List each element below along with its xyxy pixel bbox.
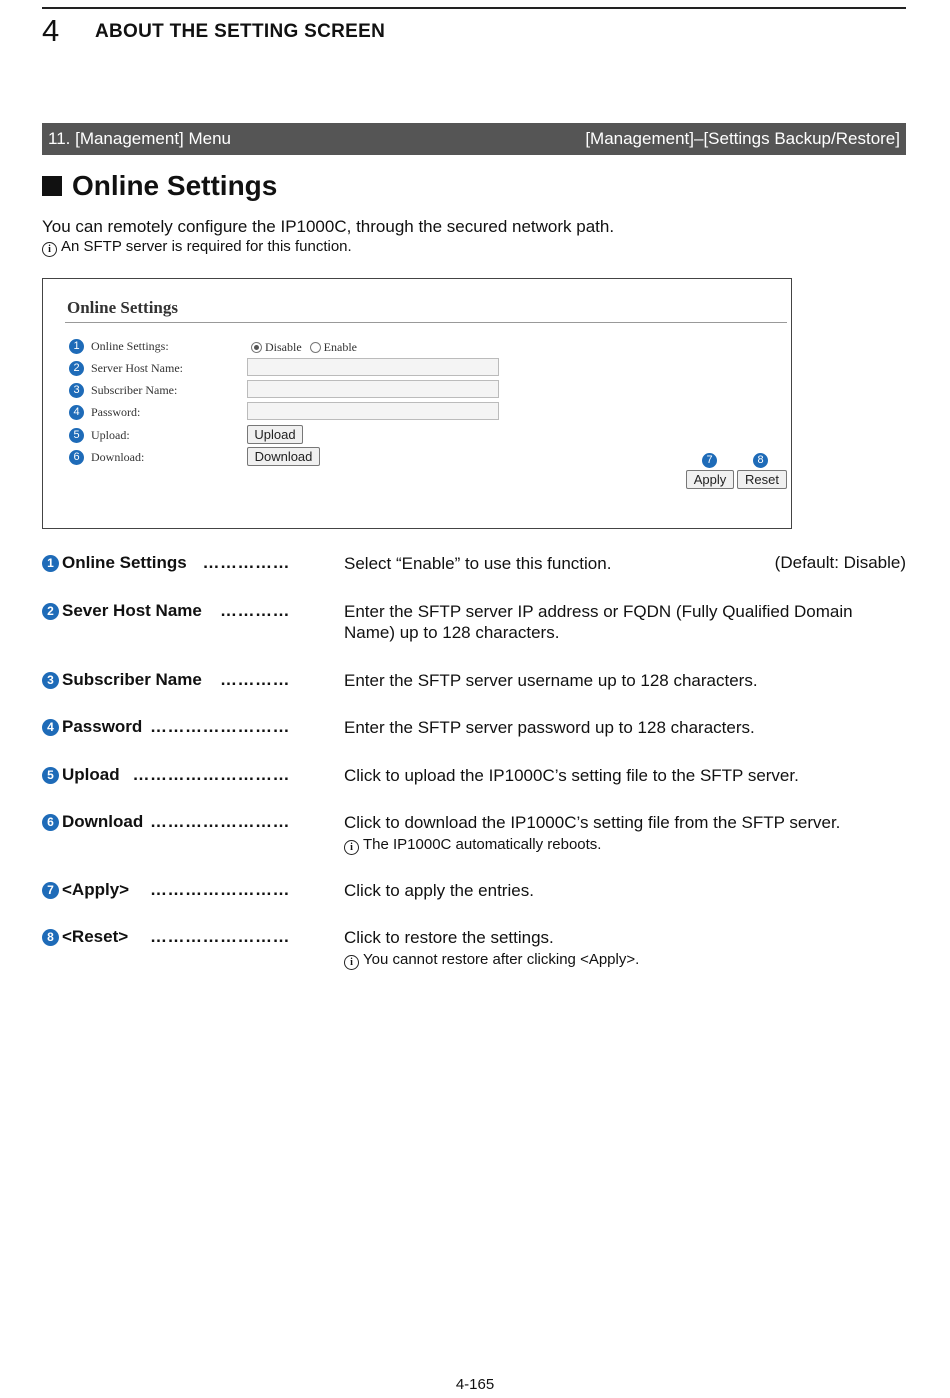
info-icon: i: [42, 242, 57, 257]
disable-radio-label: Disable: [265, 339, 302, 354]
panel-label: Upload:: [91, 427, 130, 442]
online-settings-radio-group: [251, 337, 357, 357]
info-icon: i: [344, 840, 359, 855]
settings-panel: [42, 278, 792, 529]
intro-note: [42, 238, 352, 257]
item-note-text: The IP1000C automatically reboots.: [363, 836, 602, 853]
item-description: Enter the SFTP server IP address or FQDN (Fully Qualified Domain Name) up to 128 characters.: [344, 602, 853, 642]
panel-label: Subscriber Name:: [91, 382, 178, 397]
section-title: Online Settings: [72, 170, 278, 201]
panel-row-password: [69, 402, 140, 422]
item-number-8: 8: [42, 929, 59, 946]
leader-dots: ……………………: [150, 880, 290, 899]
item-note: [344, 951, 639, 968]
panel-row-download: [69, 447, 144, 467]
item-note-text: You cannot restore after clicking <Apply>.: [363, 951, 640, 968]
leader-dots: ……………………: [150, 717, 290, 736]
menu-bar: [42, 123, 906, 155]
password-input[interactable]: [247, 402, 499, 420]
section-heading: [42, 170, 277, 202]
callout-5: 5: [69, 428, 84, 443]
callout-8: 8: [753, 453, 768, 468]
item-description: [344, 812, 884, 855]
item-description: Select “Enable” to use this function.: [344, 554, 612, 573]
leader-dots: …………: [220, 601, 290, 620]
leader-dots: ……………………: [150, 812, 290, 831]
item-number-2: 2: [42, 603, 59, 620]
item-default: (Default: Disable): [774, 553, 906, 572]
item-label: Upload: [62, 765, 120, 784]
reset-button[interactable]: Reset: [737, 470, 787, 489]
panel-label: Download:: [91, 449, 145, 464]
top-rule: [42, 7, 906, 9]
leader-dots: ………………………: [132, 765, 290, 784]
intro-note-text: An SFTP server is required for this function.: [61, 238, 352, 255]
panel-row-subscriber: [69, 380, 177, 400]
callout-4: 4: [69, 405, 84, 420]
panel-title: Online Settings: [67, 298, 178, 317]
callout-2: 2: [69, 361, 84, 376]
subscriber-name-input[interactable]: [247, 380, 499, 398]
enable-radio[interactable]: [310, 342, 321, 353]
upload-button[interactable]: Upload: [247, 425, 303, 444]
callout-1: 1: [69, 339, 84, 354]
disable-radio[interactable]: [251, 342, 262, 353]
item-label: Download: [62, 812, 144, 831]
enable-radio-label: Enable: [323, 339, 357, 354]
item-description-text: Click to restore the settings.: [344, 928, 554, 947]
apply-button[interactable]: Apply: [686, 470, 734, 489]
leader-dots: ……………………: [150, 927, 290, 946]
callout-3: 3: [69, 383, 84, 398]
panel-row-upload: [69, 425, 130, 445]
leader-dots: ……………: [202, 553, 290, 572]
section-intro: You can remotely configure the IP1000C, through the secured network path.: [42, 217, 615, 236]
square-bullet-icon: [42, 176, 62, 196]
item-label: <Reset>: [62, 927, 129, 946]
panel-label: Password:: [91, 404, 141, 419]
item-description-text: Click to download the IP1000C’s setting file from the SFTP server.: [344, 813, 841, 832]
item-note: [344, 836, 601, 853]
info-icon: i: [344, 955, 359, 970]
item-number-6: 6: [42, 814, 59, 831]
panel-rule: [65, 322, 787, 323]
callout-6: 6: [69, 450, 84, 465]
callout-7: 7: [702, 453, 717, 468]
page-number: 4-165: [455, 1376, 495, 1393]
chapter-number: 4: [42, 13, 60, 48]
item-description: Click to apply the entries.: [344, 881, 534, 900]
panel-row-online-settings: [69, 336, 169, 356]
item-label: Password: [62, 717, 143, 736]
panel-label: Server Host Name:: [91, 360, 183, 375]
menu-bar-right: [Management]–[Settings Backup/Restore]: [585, 129, 900, 148]
item-number-1: 1: [42, 555, 59, 572]
server-host-name-input[interactable]: [247, 358, 499, 376]
item-number-7: 7: [42, 882, 59, 899]
item-description: Enter the SFTP server password up to 128 characters.: [344, 718, 755, 737]
item-description: Click to upload the IP1000C’s setting file to the SFTP server.: [344, 766, 799, 785]
item-label: Sever Host Name: [62, 601, 202, 620]
item-description: Enter the SFTP server username up to 128 characters.: [344, 671, 758, 690]
item-label: Online Settings: [62, 553, 187, 572]
menu-bar-left: 11. [Management] Menu: [48, 129, 232, 148]
item-number-5: 5: [42, 767, 59, 784]
item-label: <Apply>: [62, 880, 130, 899]
item-number-4: 4: [42, 719, 59, 736]
item-label: Subscriber Name: [62, 670, 202, 689]
chapter-title: ABOUT THE SETTING SCREEN: [95, 21, 386, 42]
item-number-3: 3: [42, 672, 59, 689]
item-description: [344, 927, 884, 970]
panel-row-server-host: [69, 358, 183, 378]
panel-label: Online Settings:: [91, 338, 169, 353]
download-button[interactable]: Download: [247, 447, 320, 466]
leader-dots: …………: [220, 670, 290, 689]
